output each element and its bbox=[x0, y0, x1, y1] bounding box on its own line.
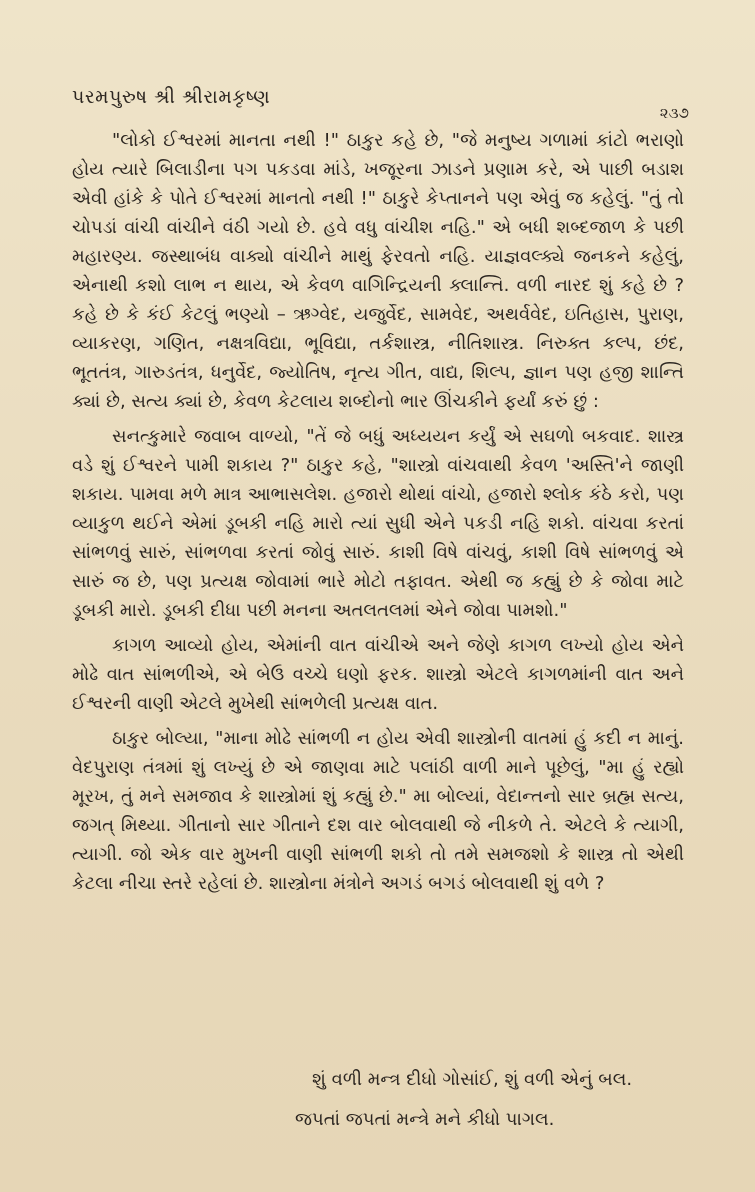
body-text bbox=[72, 126, 684, 904]
running-head: પરમપુરુષ શ્રી શ્રીરામકૃષ્ણ bbox=[72, 86, 271, 108]
paragraph: કાગળ આવ્યો હોય, એમાંની વાત વાંચીએ અને જેણે કાગળ લખ્યો હોય એને મોઢે વાત સાંભળીએ, એ બેઉ વચ્ચે ઘણો ફરક. શાસ્ત્રો એટલે કાગળમાંની વાત અને ઈશ્વરની વાણી એટલે મુખેથી સાંભળેલી પ્રત્યક્ષ વાત. bbox=[72, 635, 684, 714]
paragraph: સનત્કુમારે જવાબ વાળ્યો, "તેં જે બધું અધ્યયન કર્યું એ સઘળો બકવાદ. શાસ્ત્ર વડે શું ઈશ્વરને પામી શકાય ?" ઠાકુર કહે, "શાસ્ત્રો વાંચવાથી કેવળ 'અસ્તિ'ને જાણી શકાય. પામવા મળે માત્ર આભાસલેશ. હજારો થોથાં વાંચો, હજારો શ્લોક કંઠે કરો, પણ વ્યાકુળ થઈને એમાં ડૂબકી નહિ મારો ત્યાં સુધી એને પકડી નહિ શકો. વાંચવા કરતાં સાંભળવું સારું, સાંભળવા કરતાં જોવું સારું. કાશી વિષે વાંચવું, કાશી વિષે સાંભળવું એ સારું જ છે, પણ પ્રત્યક્ષ જોવામાં ભારે મોટો તફાવત. એથી જ કહ્યું છે કે જોવા માટે ડૂબકી મારો. ડૂબકી દીધા પછી મનના અતલતલમાં એને જોવા પામશો." bbox=[72, 426, 684, 621]
paragraph: ઠાકુર બોલ્યા, "માના મોઢે સાંભળી ન હોય એવી શાસ્ત્રોની વાતમાં હું કદી ન માનું. વેદપુરાણ તંત્રમાં શું લખ્યું છે એ જાણવા માટે પલાંઠી વાળી માને પૂછેલું, "મા હું રહ્યો મૂરખ, તું મને સમજાવ કે શાસ્ત્રોમાં શું કહ્યું છે." મા બોલ્યાં, વેદાન્તનો સાર બ્રહ્મ સત્ય, જગત્ મિથ્યા. ગીતાનો સાર ગીતાને દશ વાર બોલવાથી જે નીકળે તે. એટલે કે ત્યાગી, ત્યાગી. જો એક વાર મુખની વાણી સાંભળી શકો તો તમે સમજશો કે શાસ્ત્ર તો એથી કેટલા નીચા સ્તરે રહેલાં છે. શાસ્ત્રોના મંત્રોને અગડં બગડં બોલવાથી શું વળે ? bbox=[72, 728, 684, 894]
verse-line: જપતાં જપતાં મન્ત્રે મને કીધો પાગલ. bbox=[295, 1109, 555, 1130]
paragraph: "લોકો ઈશ્વરમાં માનતા નથી !" ઠાકુર કહે છે, "જે મનુષ્ય ગળામાં કાંટો ભરાણો હોય ત્યારે બિલાડીના પગ પકડવા માંડે, ખજૂરના ઝાડને પ્રણામ કરે, એ પાછી બડાશ એવી હાંકે કે પોતે ઈશ્વરમાં માનતો નથી !" ઠાકુરે કેપ્તાનને પણ એવું જ કહેલું. "તું તો ચોપડાં વાંચી વાંચીને વંઠી ગયો છે. હવે વધુ વાંચીશ નહિ." એ બધી શબ્દજાળ કે પછી મહારણ્ય. જસ્થાબંધ વાક્યો વાંચીને માથું ફેરવતો નહિ. યાજ્ઞવલ્ક્યે જનકને કહેલું, એનાથી કશો લાભ ન થાય, એ કેવળ વાગિન્દ્રિયની ક્લાન્તિ. વળી નારદ શું કહે છે ? કહે છે કે કંઈ કેટલું ભણ્યો – ઋગ્વેદ, યજુર્વેદ, સામવેદ, અથર્વવેદ, ઇતિહાસ, પુરાણ, વ્યાકરણ, ગણિત, નક્ષત્રવિદ્યા, ભૂવિદ્યા, તર્કશાસ્ત્ર, નીતિશાસ્ત્ર. નિરુક્ત કલ્પ, છંદ, ભૂતતંત્ર, ગારુડતંત્ર, ધનુર્વેદ, જ્યોતિષ, નૃત્ય ગીત, વાદ્ય, શિલ્પ, જ્ઞાન પણ હજી શાન્તિ ક્યાં છે, સત્ય ક્યાં છે, કેવળ કેટલાય શબ્દોનો ભાર ઊંચકીને ફર્યાં કરું છું : bbox=[72, 130, 684, 412]
verse-block bbox=[72, 1060, 684, 1140]
verse-line: શું વળી મન્ત્ર દીધો ગોસાંઈ, શું વળી એનું બલ. bbox=[312, 1069, 633, 1090]
page-number: ૨૩૭ bbox=[659, 104, 689, 122]
